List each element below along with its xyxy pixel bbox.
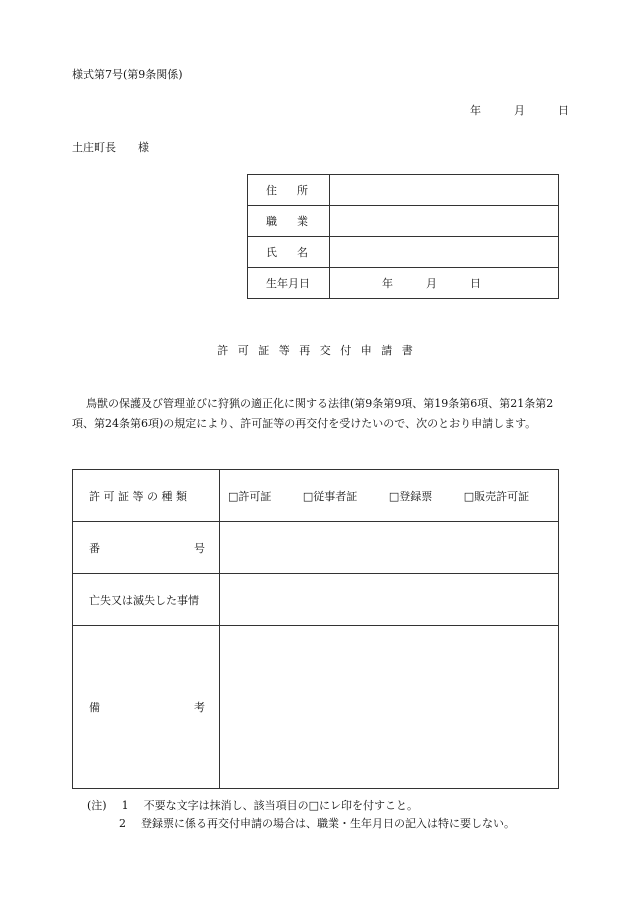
applicant-table [247, 174, 559, 299]
notes-prefix: (注) [87, 799, 107, 812]
application-statement: 鳥獣の保護及び管理並びに狩猟の適正化に関する法律(第9条第9項、第19条第6項、第21条第2項、第24条第6項)の規定により、許可証等の再交付を受けたいので、次のとおり申請します。 [72, 397, 554, 430]
number-row [73, 522, 559, 574]
note-2-text: 登録票に係る再交付申請の場合は、職業・生年月日の記入は特に要しない。 [141, 817, 515, 830]
form-number: 様式第7号(第9条関係) [72, 68, 183, 81]
address-label-char-1: 住 [266, 184, 277, 197]
birth-year-label: 年 [382, 277, 393, 290]
name-label [248, 237, 330, 268]
number-label-char-2: 号 [194, 541, 205, 555]
permit-type-label [73, 470, 220, 522]
address-label-char-2: 所 [297, 184, 308, 197]
address-row [248, 175, 559, 206]
note-2-number: 2 [119, 817, 126, 830]
remarks-label-char-1: 備 [89, 701, 100, 714]
permit-type-label-text: 許 可 証 等 の 種 類 [89, 489, 187, 503]
reissue-details-table [72, 469, 559, 789]
option-registration-checkbox[interactable]: □登録票 [388, 489, 433, 503]
name-value[interactable] [330, 237, 559, 268]
note-2 [87, 815, 515, 833]
name-label-char-1: 氏 [266, 246, 277, 259]
option-worker-cert-checkbox[interactable]: □従事者証 [302, 489, 358, 503]
loss-reason-label-text: 亡失又は滅失した事情 [89, 593, 199, 607]
occupation-label [248, 206, 330, 237]
note-1-number: 1 [121, 799, 129, 812]
birthdate-label [248, 268, 330, 299]
birthdate-value[interactable] [330, 268, 559, 299]
option-permit-checkbox[interactable]: □許可証 [228, 489, 272, 503]
birth-day-label: 日 [470, 277, 481, 290]
occupation-value[interactable] [330, 206, 559, 237]
occupation-label-char-1: 職 [266, 215, 277, 228]
number-label [73, 522, 220, 574]
occupation-label-char-2: 業 [297, 215, 308, 228]
loss-reason-value[interactable] [220, 574, 559, 626]
address-label [248, 175, 330, 206]
number-label-char-1: 番 [89, 541, 100, 555]
remarks-value[interactable] [220, 626, 559, 789]
birthdate-label-text: 生年月日 [266, 277, 310, 290]
submission-date [470, 102, 569, 118]
birth-month-label: 月 [426, 277, 437, 290]
loss-reason-row [73, 574, 559, 626]
occupation-row [248, 206, 559, 237]
date-month-label: 月 [514, 104, 525, 117]
remarks-row [73, 626, 559, 789]
birthdate-row [248, 268, 559, 299]
option-sales-permit-checkbox[interactable]: □販売許可証 [463, 489, 530, 503]
name-row [248, 237, 559, 268]
note-1 [87, 797, 515, 815]
address-value[interactable] [330, 175, 559, 206]
document-title: 許 可 証 等 再 交 付 申 請 書 [217, 344, 413, 357]
name-label-char-2: 名 [297, 246, 308, 259]
remarks-label [73, 626, 220, 789]
addressee: 土庄町長 様 [72, 141, 149, 154]
permit-type-options [220, 470, 559, 522]
date-day-label: 日 [558, 104, 569, 117]
permit-type-row [73, 470, 559, 522]
remarks-label-char-2: 考 [194, 701, 205, 714]
note-1-text: 不要な文字は抹消し、該当項目の□にレ印を付すこと。 [143, 799, 418, 812]
loss-reason-label [73, 574, 220, 626]
number-value[interactable] [220, 522, 559, 574]
date-year-label: 年 [470, 104, 481, 117]
notes [87, 797, 515, 833]
